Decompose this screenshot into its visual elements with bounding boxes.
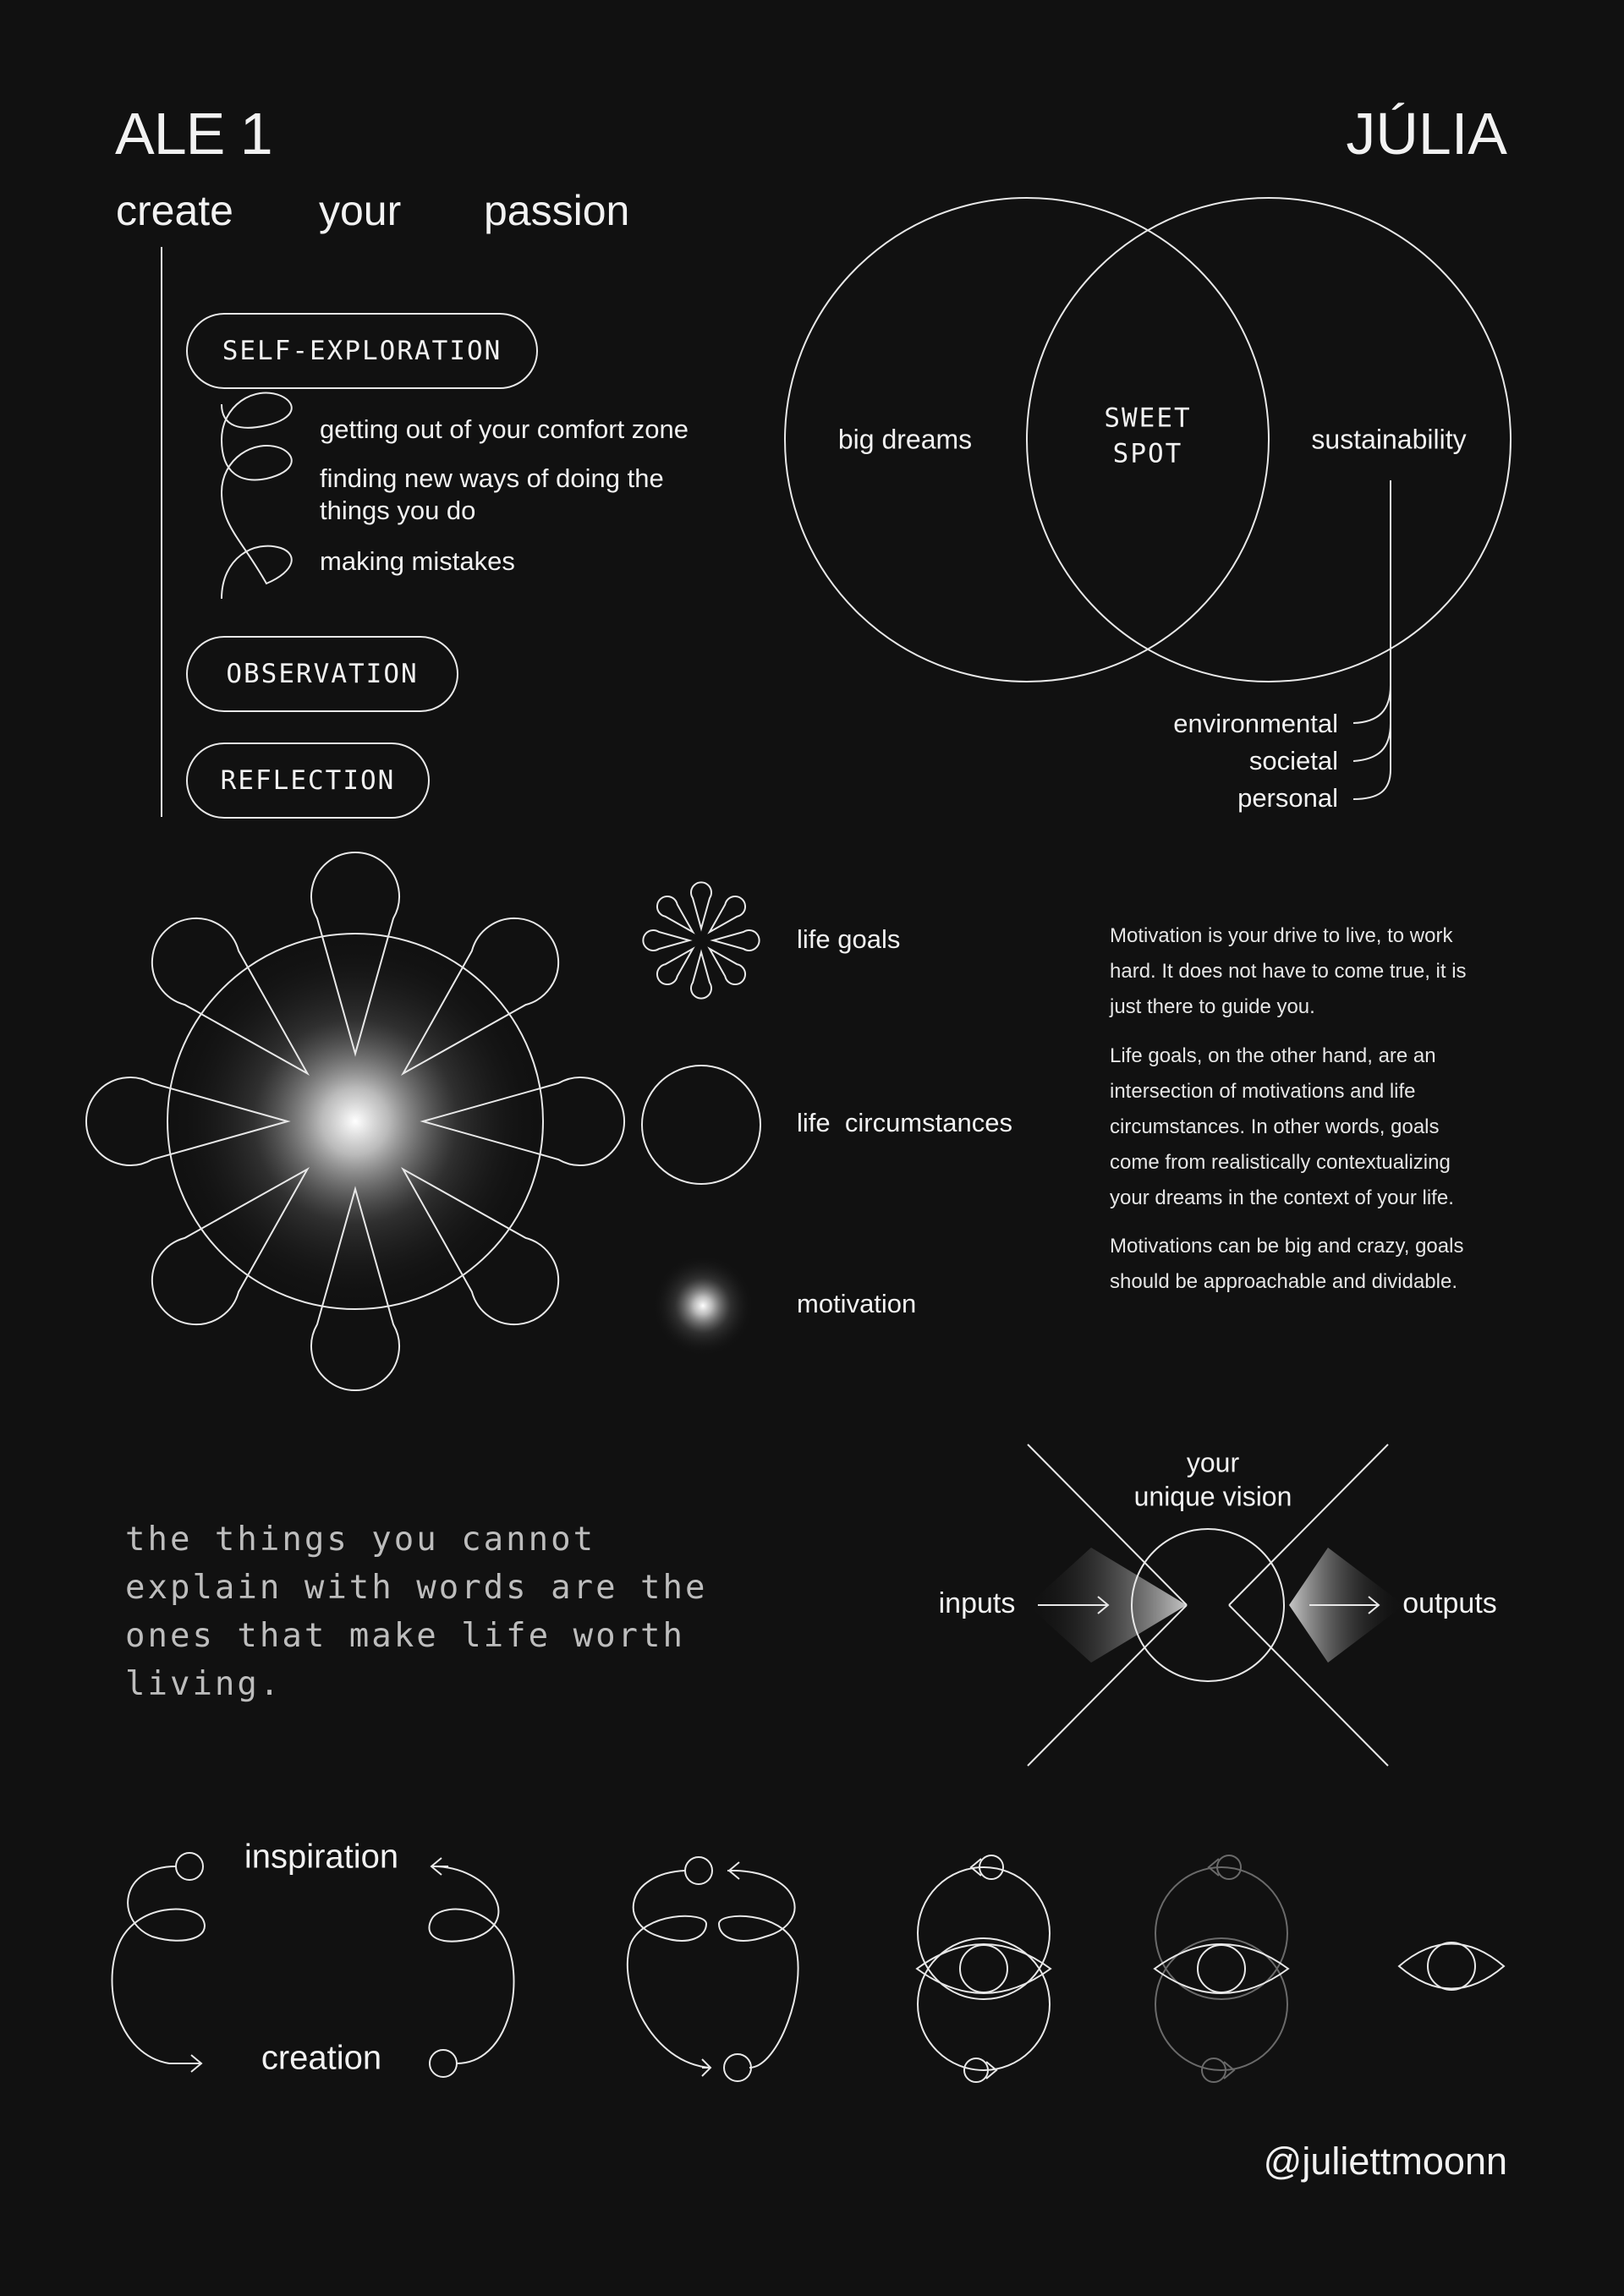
inputs-label: inputs (938, 1586, 1016, 1619)
legend-life-circumstances: life circumstances (797, 1108, 1012, 1138)
description-line: hard. It does not have to come true, it is (1110, 960, 1467, 983)
description-line: just there to guide you. (1110, 995, 1315, 1018)
quote-line: ones that make life worth (125, 1617, 685, 1655)
branch-personal: personal (1237, 783, 1338, 814)
cycle-loop-icon (112, 1853, 205, 2072)
subtitle-word-your: your (319, 187, 402, 234)
description-line: Motivation is your drive to live, to work (1110, 924, 1453, 947)
cycle-loop-icon (1155, 1855, 1287, 2082)
cycle-bottom-label: creation (261, 2039, 382, 2077)
pill-reflection: REFLECTION (186, 743, 430, 819)
description-line: circumstances. In other words, goals (1110, 1115, 1440, 1138)
legend-motivation: motivation (797, 1289, 917, 1319)
description-line: come from realistically contextualizing (1110, 1151, 1451, 1174)
branch-societal: societal (1248, 746, 1338, 776)
eye-icon (1155, 1944, 1288, 1993)
vision-title: unique vision (1133, 1481, 1292, 1512)
subtitle-word-passion: passion (484, 187, 630, 234)
cycle-loop-icon (628, 1857, 798, 2081)
life-circumstances-icon (642, 1066, 760, 1184)
legend-life-goals: life goals (797, 924, 901, 955)
venn-right-label: sustainability (1311, 424, 1467, 455)
author-name: JÚLIA (1346, 101, 1507, 167)
subtitle-word-create: create (116, 187, 233, 234)
description-line: your dreams in the context of your life. (1110, 1186, 1454, 1209)
life-goals-icon (643, 882, 759, 998)
venn-center-label: SPOT (1112, 438, 1183, 469)
exploration-item: getting out of your comfort zone (320, 414, 689, 444)
eye-icon (1399, 1943, 1504, 1990)
exploration-item: making mistakes (320, 546, 515, 576)
social-handle[interactable]: @juliettmoonn (1263, 2140, 1507, 2183)
cycle-loop-icon (429, 1858, 513, 2077)
cycle-top-label: inspiration (244, 1838, 399, 1876)
quote-line: explain with words are the (125, 1569, 708, 1607)
quote-line: living. (125, 1665, 283, 1703)
exploration-item: finding new ways of doing the (320, 463, 664, 493)
branch-environmental: environmental (1173, 709, 1338, 739)
pill-self-exploration: SELF-EXPLORATION (186, 313, 538, 389)
page-title: ALE 1 (115, 101, 272, 167)
exploration-item: things you do (320, 496, 476, 525)
description-line: intersection of motivations and life (1110, 1080, 1416, 1103)
description-line: Motivations can be big and crazy, goals (1110, 1235, 1464, 1258)
description-paragraph (1110, 918, 1467, 1025)
venn-diagram (0, 0, 1624, 846)
description-line: Life goals, on the other hand, are an (1110, 1044, 1436, 1067)
cycle-loop-icon (917, 1855, 1051, 2082)
venn-center-label: SWEET (1104, 403, 1192, 434)
vision-title: your (1186, 1447, 1240, 1478)
outputs-label: outputs (1402, 1586, 1497, 1619)
pill-observation: OBSERVATION (186, 636, 458, 712)
unique-vision-diagram (0, 1429, 1624, 1784)
flower-icon (86, 852, 624, 1390)
description-line: should be approachable and dividable. (1110, 1270, 1457, 1293)
cycle-sequence (0, 1818, 1624, 2097)
venn-left-label: big dreams (837, 424, 973, 455)
sustainability-branch-line (1353, 480, 1391, 799)
description-paragraph (1110, 1038, 1454, 1216)
description-paragraph (1110, 1229, 1463, 1300)
motivation-glow-icon (652, 1255, 754, 1356)
quote-line: the things you cannot (125, 1521, 596, 1559)
